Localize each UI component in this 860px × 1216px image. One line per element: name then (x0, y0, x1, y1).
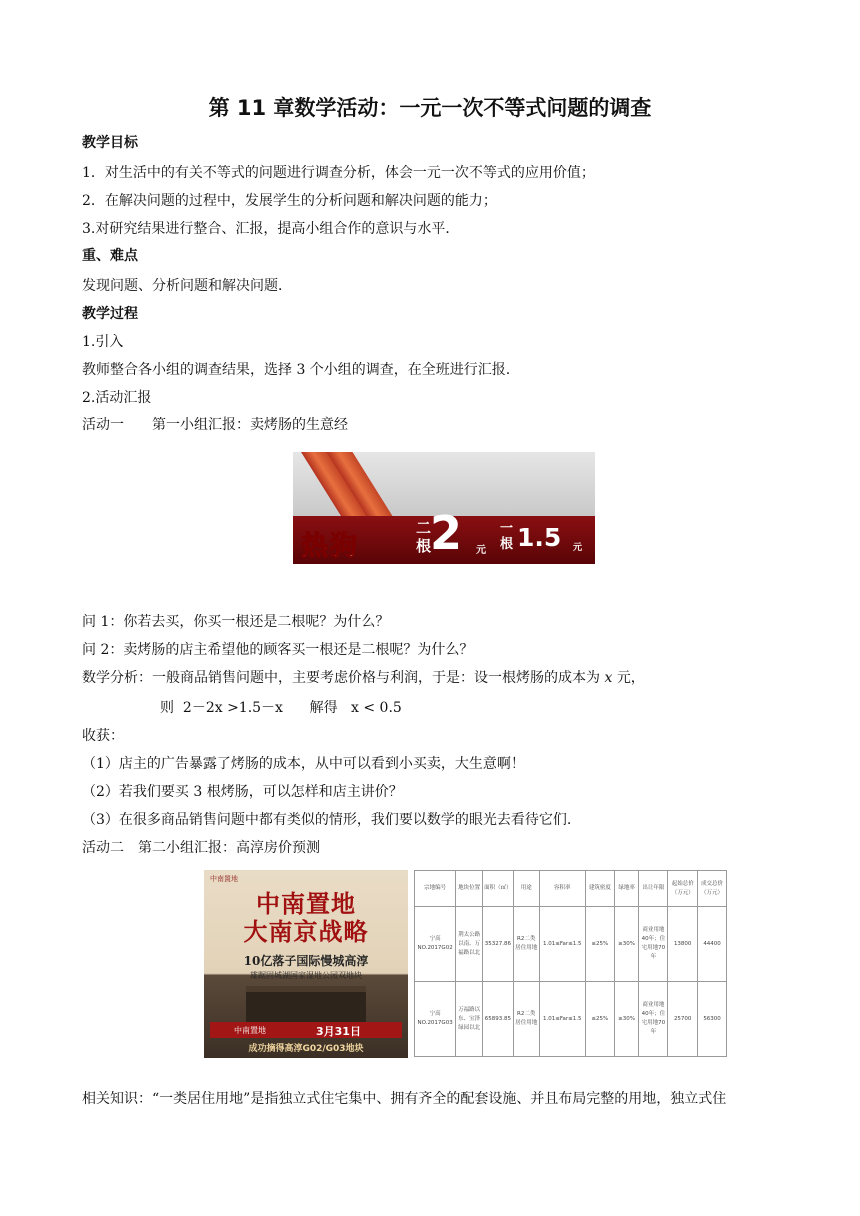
solution: x < 0.5 (351, 700, 402, 716)
gain-item: （1）店主的广告暴露了烤肠的成本，从中可以看到小买卖，大生意啊！ (82, 756, 525, 772)
key-heading: 重、难点 (82, 248, 138, 264)
table-header-cell: 宗地编号 (415, 871, 456, 907)
ad-two-gen: 二 根 (416, 519, 432, 555)
gains-label: 收获： (82, 728, 124, 744)
table-cell: 56300 (698, 982, 727, 1057)
analysis-text: 数学分析：一般商品销售问题中，主要考虑价格与利润，于是：设一根烤肠的成本为 x 元， (82, 670, 645, 686)
question-one: 问 1：你若去买，你买一根还是二根呢？为什么？ (82, 614, 390, 630)
ad-price-two: 2 (430, 506, 463, 560)
poster-banner-logo: 中南置地 (234, 1026, 266, 1035)
equation-line: 则 2－2x >1.5－x 解得 x < 0.5 (160, 700, 402, 716)
table-cell: ≥30% (614, 907, 639, 982)
table-cell: ≤25% (585, 907, 614, 982)
table-cell: R2二类居住用地 (513, 982, 539, 1057)
question-two: 问 2：卖烤肠的店主希望他的顾客买一根还是二根呢？为什么？ (82, 642, 474, 658)
table-cell: 25700 (668, 982, 698, 1057)
table-cell: 1.01≤Far≤1.5 (539, 982, 585, 1057)
inequality: 2－2x >1.5－x (182, 700, 283, 716)
table-row (415, 982, 727, 1057)
intro-text: 教师整合各小组的调查结果，选择 3 个小组的调查，在全班进行汇报. (82, 362, 511, 378)
table-cell: 宁高NO.2017G03 (415, 982, 456, 1057)
poster-date: 3月31日 (316, 1025, 361, 1038)
ad-yuan: 元 (476, 545, 486, 556)
table-row (415, 907, 727, 982)
goals-heading: 教学目标 (82, 135, 138, 151)
table-cell: ≥30% (614, 982, 639, 1057)
table-cell: 商业用地40年；住宅用地70年 (639, 982, 668, 1057)
gain-item: （3）在很多商品销售问题中都有类似的情形，我们要以数学的眼光去看待它们. (82, 812, 572, 828)
report-label: 2.活动汇报 (82, 390, 152, 406)
intro-label: 1.引入 (82, 334, 124, 350)
table-header-cell: 起始总价（万元） (668, 871, 698, 907)
poster-headline: 中南置地 大南京战略 (243, 889, 369, 946)
table-header-cell: 建筑密度 (585, 871, 614, 907)
goal-item: 1．对生活中的有关不等式的问题进行调查分析，体会一元一次不等式的应用价值； (82, 165, 595, 181)
poster-subheadline: 10亿落子国际慢城高淳 (243, 954, 369, 968)
table-header-cell: 出让年限 (639, 871, 668, 907)
table-cell: R2二类居住用地 (513, 907, 539, 982)
table-cell: 65893.85 (482, 982, 513, 1057)
table-header-cell: 绿地率 (614, 871, 639, 907)
table-cell: 35327.86 (482, 907, 513, 982)
ad-price-one: 1.5 (517, 523, 562, 552)
goal-item: 2．在解决问题的过程中，发展学生的分析问题和解决问题的能力； (82, 193, 497, 209)
table-cell: 1.01≤Far≤1.5 (539, 907, 585, 982)
table-cell: 荆太公路以南、万福路以北 (456, 907, 483, 982)
table-header-row (415, 871, 727, 907)
table-header-cell: 用途 (513, 871, 539, 907)
activity-two-title: 活动二 第二小组汇报：高淳房价预测 (82, 840, 320, 856)
poster-bottom-text: 成功摘得高淳G02/G03地块 (248, 1044, 364, 1054)
real-estate-poster-image (204, 870, 408, 1058)
table-cell: 宁高NO.2017G02 (415, 907, 456, 982)
ad-hotdog-text: 热狗 (301, 531, 359, 562)
goal-item: 3.对研究结果进行整合、汇报，提高小组合作的意识与水平． (82, 221, 460, 237)
ad-one-gen: 一 根 (500, 521, 514, 552)
table-cell: ≤25% (585, 982, 614, 1057)
activity-one-title: 活动一 第一小组汇报：卖烤肠的生意经 (82, 417, 348, 433)
table-header-cell: 成交总价（万元） (698, 871, 727, 907)
process-heading: 教学过程 (82, 306, 138, 322)
related-knowledge: 相关知识：“一类居住用地”是指独立式住宅集中、拥有齐全的配套设施、并且布局完整的用地，独立式住 (82, 1091, 727, 1107)
table-cell: 44400 (698, 907, 727, 982)
table-header-cell: 面积（㎡） (482, 871, 513, 907)
table-cell: 商业用地40年；住宅用地70年 (639, 907, 668, 982)
land-auction-table (414, 870, 727, 1056)
table-header-cell: 容积率 (539, 871, 585, 907)
page-title: 第 11 章数学活动：一元一次不等式问题的调查 (208, 96, 652, 120)
ad-yuan: 元 (573, 543, 583, 553)
table-cell: 万福路以东、宝泽绿园以北 (456, 982, 483, 1057)
poster-tagline: 雄踞固城湖国家湿地公园双地块 (250, 971, 362, 980)
table-cell: 13800 (668, 907, 698, 982)
poster-logo: 中南置地 (210, 875, 238, 883)
key-text: 发现问题、分析问题和解决问题． (82, 278, 292, 294)
table-header-cell: 地块位置 (456, 871, 483, 907)
gain-item: （2）若我们要买 3 根烤肠，可以怎样和店主讲价？ (82, 784, 403, 800)
hotdog-ad-image (293, 452, 595, 564)
